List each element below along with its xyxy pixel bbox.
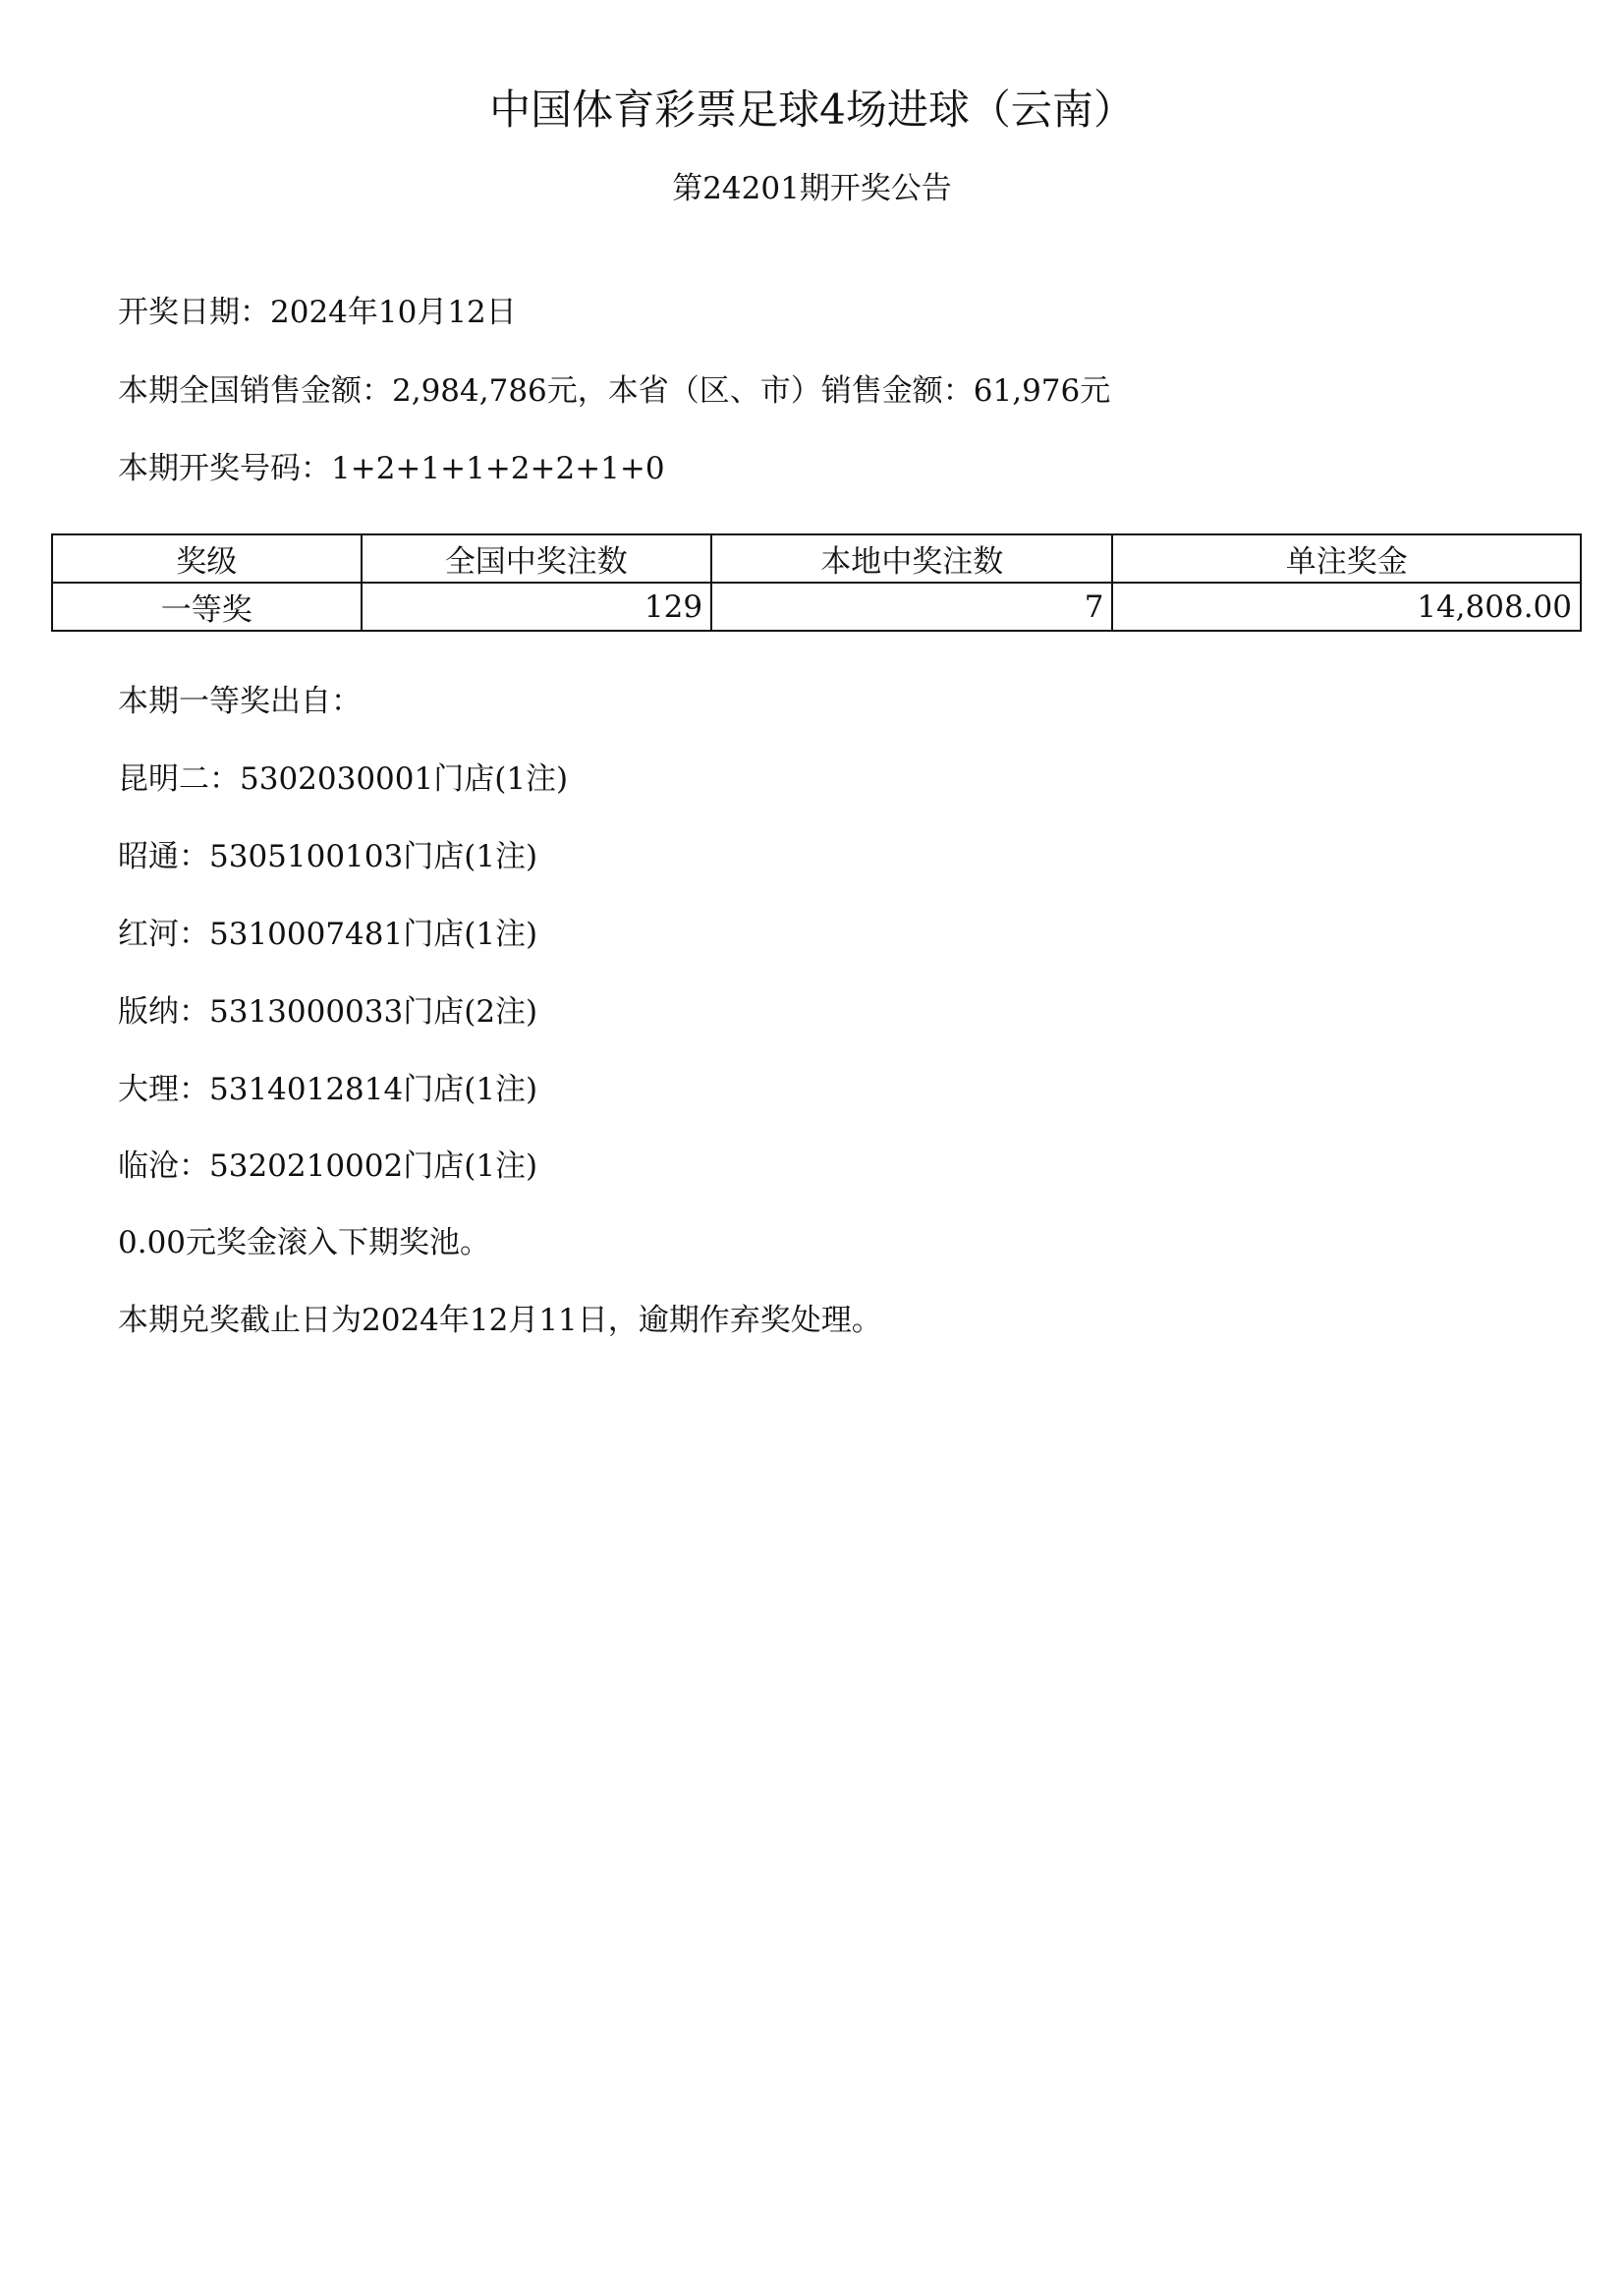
header-prize-level: 奖级	[52, 534, 362, 583]
prize-table	[51, 533, 1582, 632]
winner-item: 昭通：5305100103门店(1注)	[118, 839, 538, 874]
table-row	[52, 583, 1581, 631]
cell-local-winners: 7	[711, 583, 1112, 631]
claim-deadline: 本期兑奖截止日为2024年12月11日，逾期作弃奖处理。	[118, 1303, 882, 1338]
winning-numbers: 本期开奖号码：1+2+1+1+2+2+1+0	[118, 451, 665, 486]
page-title: 中国体育彩票足球4场进球（云南）	[489, 85, 1135, 134]
header-prize-amount: 单注奖金	[1112, 534, 1581, 583]
winner-item: 红河：5310007481门店(1注)	[118, 917, 538, 952]
sales-amount: 本期全国销售金额：2,984,786元，本省（区、市）销售金额：61,976元	[118, 373, 1111, 409]
table-header-row	[52, 534, 1581, 583]
draw-date: 开奖日期：2024年10月12日	[118, 295, 517, 330]
header-national-winners: 全国中奖注数	[362, 534, 712, 583]
winner-item: 大理：5314012814门店(1注)	[118, 1072, 538, 1107]
winner-item: 昆明二：5302030001门店(1注)	[118, 761, 569, 797]
rollover-note: 0.00元奖金滚入下期奖池。	[118, 1225, 491, 1260]
winners-heading: 本期一等奖出自：	[118, 684, 362, 719]
cell-prize-amount: 14,808.00	[1112, 583, 1581, 631]
winner-item: 版纳：5313000033门店(2注)	[118, 994, 538, 1030]
issue-subtitle: 第24201期开奖公告	[672, 171, 952, 206]
cell-national-winners: 129	[362, 583, 712, 631]
cell-prize-level: 一等奖	[52, 583, 362, 631]
winner-item: 临沧：5320210002门店(1注)	[118, 1148, 538, 1184]
header-local-winners: 本地中奖注数	[711, 534, 1112, 583]
